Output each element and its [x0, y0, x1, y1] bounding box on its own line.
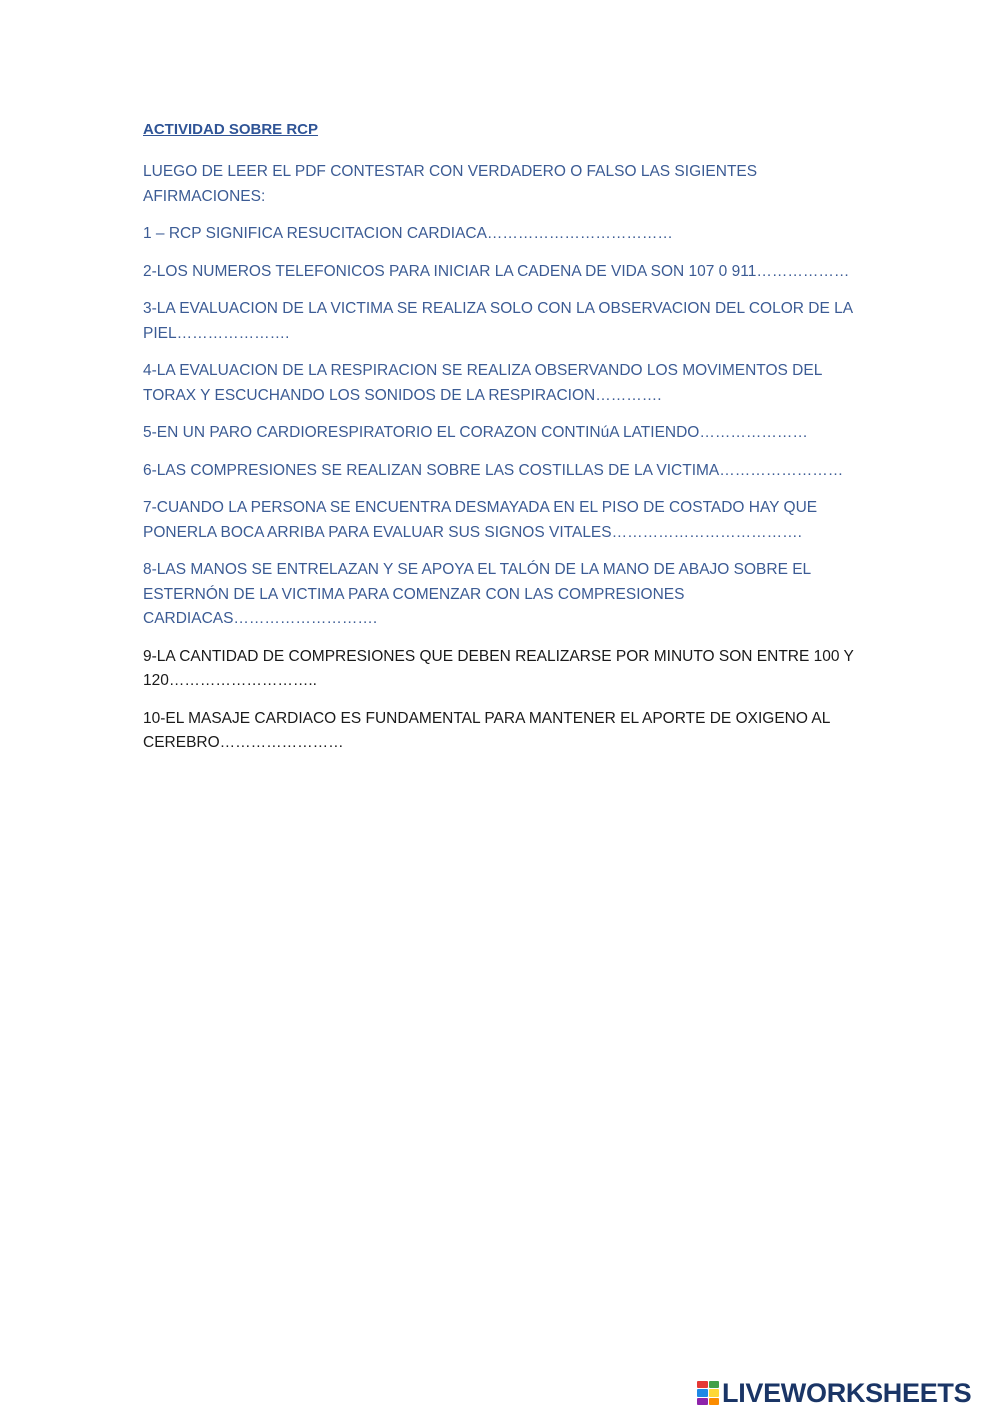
- liveworksheets-logo: [697, 1378, 971, 1408]
- document-title: ACTIVIDAD SOBRE RCP: [143, 121, 319, 138]
- statement-8: 8-LAS MANOS SE ENTRELAZAN Y SE APOYA EL TALÓN DE LA MANO DE ABAJO SOBRE EL ESTERNÓN DE LA VICTIMA PARA COMENZAR CON LAS COMPRESIONES CARDIACAS……………………….: [143, 561, 811, 627]
- statement-10: 10-EL MASAJE CARDIACO ES FUNDAMENTAL PARA MANTENER EL APORTE DE OXIGENO AL CEREBRO……………………: [143, 709, 830, 751]
- liveworksheets-logo-text: LIVEWORKSHEETS: [722, 1378, 972, 1408]
- statement-7: 7-CUANDO LA PERSONA SE ENCUENTRA DESMAYADA EN EL PISO DE COSTADO HAY QUE PONERLA BOCA ARRIBA PARA EVALUAR SUS SIGNOS VITALES……………………………….: [143, 499, 818, 541]
- statement-4: 4-LA EVALUACION DE LA RESPIRACION SE REALIZA OBSERVANDO LOS MOVIMENTOS DEL TORAX Y ESCUCHANDO LOS SONIDOS DE LA RESPIRACION………….: [143, 362, 822, 404]
- liveworksheets-badge-icon: [697, 1381, 719, 1405]
- statement-5: 5-EN UN PARO CARDIORESPIRATORIO EL CORAZON CONTINúA LATIENDO…………………: [143, 424, 808, 441]
- worksheet-content: [143, 118, 863, 769]
- instructions: LUEGO DE LEER EL PDF CONTESTAR CON VERDADERO O FALSO LAS SIGIENTES AFIRMACIONES:: [143, 163, 758, 205]
- statement-2: 2-LOS NUMEROS TELEFONICOS PARA INICIAR LA CADENA DE VIDA SON 107 0 911………………: [143, 262, 850, 280]
- statement-6: 6-LAS COMPRESIONES SE REALIZAN SOBRE LAS COSTILLAS DE LA VICTIMA……………………: [143, 461, 844, 479]
- statement-9: 9-LA CANTIDAD DE COMPRESIONES QUE DEBEN REALIZARSE POR MINUTO SON ENTRE 100 Y 120………………………..: [143, 647, 854, 689]
- statement-1: 1 – RCP SIGNIFICA RESUCITACION CARDIACA………………………………: [143, 225, 673, 242]
- statement-3: 3-LA EVALUACION DE LA VICTIMA SE REALIZA SOLO CON LA OBSERVACION DEL COLOR DE LA PIEL………………….: [143, 300, 853, 342]
